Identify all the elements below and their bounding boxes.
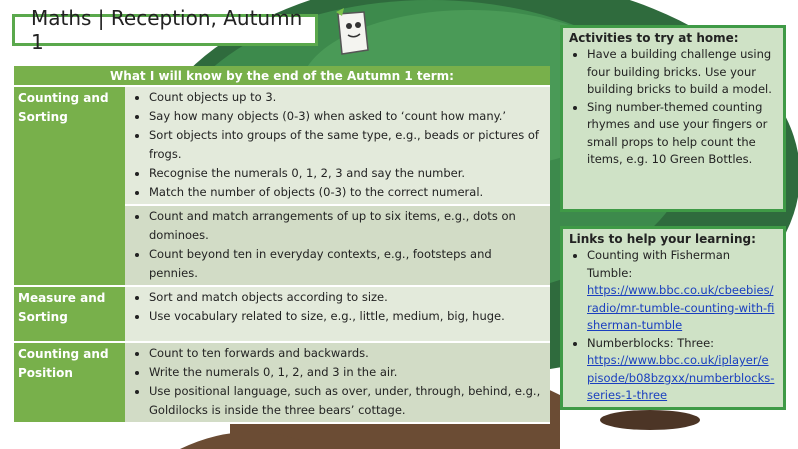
list-item: • Match the number of objects (0-3) to the correct numeral. [149,183,544,202]
activities-heading: Activities to try at home: [569,31,739,45]
list-item: • Sort and match objects according to size. [149,288,544,307]
page-title: Maths | Reception, Autumn 1 [12,14,318,46]
content-group [125,286,550,342]
mascot-icon [330,8,374,58]
list-item: • Recognise the numerals 0, 1, 2, 3 and say the number. [149,164,544,183]
list-item: • Say how many objects (0-3) when asked to ‘count how many.’ [149,107,544,126]
link-item [587,247,775,335]
list-item: • Sort objects into groups of the same type, e.g., beads or pictures of frogs. [149,126,544,164]
activity-item: • Have a building challenge using four building bricks. Use your building bricks to build a model. [587,46,775,99]
list-item: • Count beyond ten in everyday contexts, e.g., footsteps and pennies. [149,245,544,283]
list-item: • Use positional language, such as over, under, through, behind, e.g., Goldilocks is inside the three bears’ cottage. [149,382,544,420]
links-panel [560,226,786,410]
activity-item: • Sing number-themed counting rhymes and use your fingers or small props to help count the items, e.g. 10 Green Bottles. [587,99,775,169]
table-header: What I will know by the end of the Autumn 1 term: [14,66,550,86]
content-group [125,342,550,423]
list-item: • Count to ten forwards and backwards. [149,344,544,363]
list-item: • Count and match arrangements of up to six items, e.g., dots on dominoes. [149,207,544,245]
category-counting-sorting: Counting and Sorting [14,86,125,286]
activities-panel [560,25,786,212]
fisherman-tumble-link[interactable]: https://www.bbc.co.uk/cbeebies/radio/mr-tumble-counting-with-fisherman-tumble [587,283,775,332]
numberblocks-link[interactable]: https://www.bbc.co.uk/iplayer/episode/b08bzgxx/numberblocks-series-1-three [587,353,775,402]
list-item: • Write the numerals 0, 1, 2, and 3 in the air. [149,363,544,382]
link-label: Numberblocks: Three: [587,335,715,350]
category-counting-position: Counting and Position [14,342,125,423]
learning-table [14,66,550,419]
category-measure-sorting: Measure and Sorting [14,286,125,342]
link-item [587,335,775,405]
links-heading: Links to help your learning: [569,232,756,246]
content-group [125,86,550,205]
list-item: • Count objects up to 3. [149,88,544,107]
link-label: Counting with Fisherman Tumble: [587,248,731,280]
list-item: • Use vocabulary related to size, e.g., little, medium, big, huge. [149,307,544,326]
content-group [125,205,550,286]
